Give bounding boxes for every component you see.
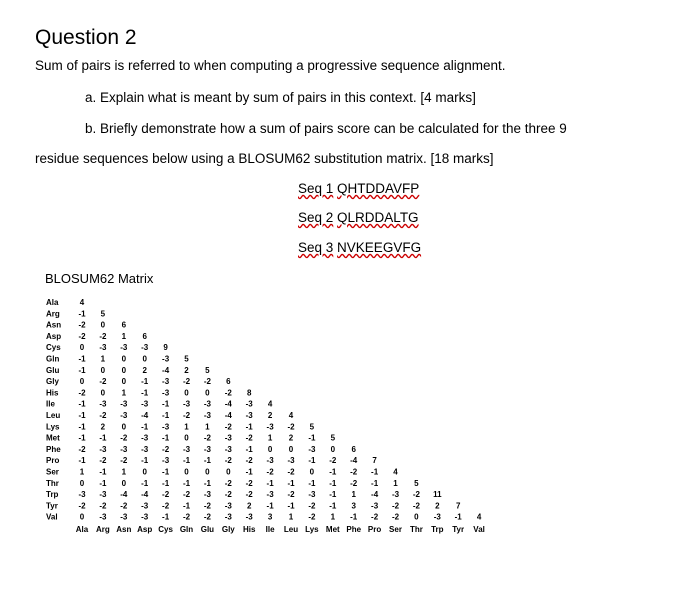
matrix-cell: -3 [141,399,149,409]
matrix-cell: -1 [266,501,274,511]
matrix-cell: 2 [246,501,252,511]
matrix-cell: -1 [182,478,191,488]
matrix-cell: -2 [224,490,232,500]
matrix-cell: -2 [287,490,295,500]
matrix-cell: 3 [351,501,356,511]
matrix-cell: -1 [162,433,170,443]
matrix-cell: 0 [205,467,210,477]
matrix-cell: 5 [205,365,210,375]
matrix-cell: -1 [203,478,211,488]
sequence-2-value: QLRDDALTG [337,210,419,225]
matrix-cell: -1 [78,456,86,466]
sequence-3-value: NVKEEGVFG [337,240,422,255]
matrix-cell: 5 [100,309,106,319]
matrix-cell: -2 [182,490,191,500]
row-label-gly: Gly [46,377,59,387]
matrix-cell: -3 [162,422,170,432]
matrix-cell: -2 [203,433,211,443]
question-title: Question 2 [35,26,137,49]
row-label-arg: Arg [46,309,60,319]
column-label-ala: Ala [75,525,89,534]
matrix-cell: -3 [120,411,128,420]
matrix-cell: -2 [78,320,86,330]
matrix-cell: -4 [141,490,149,500]
matrix-cell: 4 [393,467,398,477]
matrix-cell: 1 [100,354,106,364]
matrix-cell: 1 [330,512,336,522]
row-label-phe: Phe [46,444,61,454]
column-label-arg: Arg [96,525,110,534]
matrix-cell: -3 [203,399,211,409]
matrix-cell: -2 [162,501,170,511]
matrix-cell: -4 [141,411,149,420]
row-label-ser: Ser [46,467,59,477]
matrix-cell: 4 [267,399,273,409]
matrix-cell: 4 [288,411,294,420]
matrix-cell: -1 [78,411,86,420]
matrix-cell: -1 [162,399,170,409]
matrix-cell: -1 [245,444,253,454]
matrix-cell: -4 [120,490,128,500]
matrix-cell: -2 [287,467,295,477]
matrix-cell: -3 [99,444,107,454]
matrix-cell: -1 [141,456,149,466]
matrix-cell: -4 [371,490,379,500]
row-label-pro: Pro [46,456,60,466]
matrix-cell: 0 [100,365,106,375]
row-label-trp: Trp [46,490,59,500]
matrix-cell: -2 [245,478,253,488]
matrix-cell: 4 [79,298,85,307]
matrix-cell: -3 [99,512,107,522]
matrix-cell: -1 [78,354,86,364]
matrix-cell: -3 [266,490,274,500]
matrix-cell: -1 [141,422,149,432]
matrix-cell: 2 [435,501,440,511]
matrix-cell: -3 [120,343,128,353]
column-label-lys: Lys [305,525,319,534]
matrix-cell: -2 [329,456,337,466]
matrix-cell: 2 [267,411,273,420]
matrix-cell: -1 [329,478,337,488]
matrix-cell: -1 [287,478,295,488]
matrix-cell: 0 [142,467,147,477]
matrix-cell: -2 [120,433,128,443]
matrix-cell: -2 [371,512,379,522]
part-b-text-line2: residue sequences below using a BLOSUM62 substitution matrix. [18 marks] [35,151,494,166]
matrix-cell: -1 [350,512,358,522]
matrix-cell: -4 [162,365,170,375]
column-label-ser: Ser [389,525,402,534]
matrix-cell: -3 [203,411,211,420]
matrix-cell: 3 [267,512,273,522]
column-label-his: His [242,525,256,534]
matrix-cell: 0 [121,365,127,375]
matrix-cell: -1 [371,467,379,477]
matrix-cell: -2 [266,467,274,477]
matrix-cell: 0 [79,478,85,488]
row-label-leu: Leu [46,411,61,420]
row-label-asp: Asp [46,331,62,341]
matrix-cell: -3 [245,411,253,420]
matrix-cell: 0 [414,512,419,522]
matrix-cell: -3 [203,444,211,454]
column-label-asn: Asn [116,525,132,534]
column-label-cys: Cys [158,525,173,534]
matrix-cell: 0 [330,444,336,454]
matrix-cell: -1 [162,467,170,477]
row-label-gln: Gln [46,354,60,364]
matrix-cell: -1 [99,467,107,477]
matrix-cell: 6 [121,320,127,330]
matrix-cell: -2 [99,411,107,420]
matrix-cell: 5 [330,433,336,443]
matrix-cell: 5 [184,354,189,364]
row-label-asn: Asn [46,320,62,330]
row-label-tyr: Tyr [46,501,58,511]
matrix-cell: 2 [100,422,106,432]
matrix-cell: -4 [350,456,358,466]
matrix-cell: 4 [476,512,482,522]
matrix-cell: -1 [245,422,253,432]
matrix-cell: -2 [350,478,358,488]
matrix-cell: -2 [78,331,86,341]
matrix-cell: 1 [121,388,127,398]
matrix-cell: 0 [288,444,294,454]
matrix-cell: -3 [120,444,128,454]
matrix-cell: -1 [203,456,211,466]
matrix-cell: 1 [351,490,356,500]
matrix-cell: -1 [78,399,86,409]
matrix-cell: -3 [308,444,316,454]
matrix-cell: 8 [246,388,252,398]
matrix-cell: -4 [224,411,232,420]
matrix-cell: -2 [120,501,128,511]
matrix-cell: -3 [224,501,232,511]
column-label-val: Val [473,525,485,534]
matrix-cell: -4 [224,399,232,409]
matrix-cell: -3 [141,512,149,522]
matrix-cell: 0 [226,467,231,477]
column-label-asp: Asp [137,525,153,534]
matrix-cell: -1 [308,478,316,488]
matrix-cell: -2 [120,456,128,466]
matrix-cell: 0 [267,444,273,454]
column-label-tyr: Tyr [452,525,465,534]
column-label-glu: Glu [200,525,215,534]
matrix-cell: 1 [288,512,294,522]
matrix-cell: -1 [162,512,170,522]
matrix-cell: 0 [121,478,127,488]
matrix-cell: -3 [266,422,274,432]
sequence-3-label: Seq 3 [298,240,334,255]
matrix-cell: 0 [100,388,106,398]
matrix-cell: -1 [266,478,274,488]
part-a-text: a. Explain what is meant by sum of pairs in this context. [4 marks] [85,90,476,105]
matrix-cell: -1 [78,309,86,319]
matrix-cell: -1 [182,501,191,511]
matrix-cell: -1 [287,501,295,511]
row-label-val: Val [46,512,58,522]
matrix-cell: -3 [141,444,149,454]
matrix-cell: 9 [163,343,168,353]
matrix-cell: -2 [224,388,232,398]
matrix-cell: -2 [224,456,232,466]
matrix-cell: -3 [245,399,253,409]
matrix-cell: 7 [372,456,377,466]
matrix-cell: -1 [182,456,191,466]
row-label-thr: Thr [46,478,59,488]
matrix-cell: -2 [162,490,170,500]
matrix-cell: -2 [182,512,191,522]
matrix-cell: -3 [162,377,170,387]
row-label-cys: Cys [46,343,61,353]
matrix-cell: 11 [433,490,442,500]
matrix-cell: 5 [309,422,315,432]
matrix-cell: 0 [79,343,85,353]
matrix-cell: -2 [203,501,211,511]
matrix-cell: 1 [393,478,398,488]
matrix-cell: 1 [121,467,127,477]
part-b-text-line1: b. Briefly demonstrate how a sum of pairs score can be calculated for the three 9 [85,121,567,136]
matrix-cell: -3 [224,433,232,443]
matrix-cell: 0 [309,467,315,477]
matrix-cell: -2 [308,512,316,522]
matrix-cell: -2 [182,377,191,387]
matrix-cell: 0 [142,354,147,364]
matrix-cell: -3 [224,444,232,454]
matrix-cell: -1 [78,433,86,443]
matrix-cell: 1 [121,331,127,341]
matrix-cell: -3 [99,343,107,353]
matrix-cell: -2 [287,422,295,432]
column-label-gly: Gly [221,525,235,534]
matrix-cell: -3 [203,490,211,500]
matrix-cell: -1 [141,478,149,488]
matrix-cell: -3 [162,456,170,466]
matrix-cell: -3 [99,490,107,500]
matrix-cell: -1 [141,388,149,398]
column-label-leu: Leu [283,525,299,534]
matrix-cell: -1 [162,411,170,420]
matrix-cell: -2 [78,501,86,511]
matrix-cell: -2 [308,501,316,511]
matrix-cell: -3 [182,399,191,409]
matrix-cell: -3 [245,512,253,522]
matrix-cell: 1 [205,422,210,432]
matrix-cell: -1 [371,478,379,488]
matrix-cell: -3 [141,433,149,443]
matrix-cell: -2 [99,456,107,466]
matrix-cell: 0 [79,377,85,387]
matrix-title: BLOSUM62 Matrix [45,271,154,286]
matrix-cell: 0 [121,422,127,432]
matrix-cell: 0 [121,377,127,387]
matrix-cell: -2 [391,501,400,511]
column-label-ile: Ile [265,525,275,534]
matrix-cell: 0 [100,320,106,330]
matrix-cell: -2 [245,490,253,500]
column-label-phe: Phe [346,525,362,534]
row-label-his: His [46,388,59,398]
matrix-cell: 5 [414,478,419,488]
matrix-cell: -1 [141,377,149,387]
matrix-cell: -2 [203,377,211,387]
matrix-cell: 0 [79,512,85,522]
matrix-cell: -3 [287,456,295,466]
matrix-cell: 6 [142,331,147,341]
row-label-lys: Lys [46,422,60,432]
matrix-cell: -3 [78,490,86,500]
matrix-cell: -1 [245,467,253,477]
matrix-cell: -1 [78,422,86,432]
matrix-cell: -2 [412,490,420,500]
sequence-1-label: Seq 1 [298,181,334,196]
matrix-cell: -2 [78,444,86,454]
matrix-cell: -2 [245,433,253,443]
matrix-cell: -3 [141,501,149,511]
matrix-cell: -1 [99,433,107,443]
matrix-cell: -3 [182,444,191,454]
column-label-pro: Pro [367,525,382,534]
matrix-cell: -2 [412,501,420,511]
matrix-cell: -2 [99,331,107,341]
matrix-cell: -2 [391,512,400,522]
matrix-cell: 2 [184,365,189,375]
matrix-cell: -3 [162,354,170,364]
matrix-cell: -3 [266,456,274,466]
matrix-cell: -1 [99,478,107,488]
intro-text: Sum of pairs is referred to when computing a progressive sequence alignment. [35,58,506,73]
matrix-cell: 1 [267,433,273,443]
matrix-cell: -1 [329,501,337,511]
matrix-cell: -3 [99,399,107,409]
matrix-cell: -3 [391,490,400,500]
matrix-cell: -2 [78,388,86,398]
matrix-cell: 2 [142,365,147,375]
matrix-cell: -3 [224,512,232,522]
sequence-2-label: Seq 2 [298,210,334,225]
matrix-cell: -2 [99,501,107,511]
matrix-cell: 0 [121,354,127,364]
matrix-cell: -2 [224,478,232,488]
matrix-cell: -3 [308,490,316,500]
matrix-cell: -3 [141,343,149,353]
matrix-cell: 7 [455,501,461,511]
matrix-cell: 0 [184,433,189,443]
row-label-ile: Ile [46,399,55,409]
matrix-cell: -2 [350,467,358,477]
matrix-cell: -1 [329,467,337,477]
matrix-cell: -2 [182,411,191,420]
matrix-cell: -3 [120,399,128,409]
matrix-cell: -3 [371,501,379,511]
matrix-cell: -1 [308,433,316,443]
row-label-glu: Glu [46,365,60,375]
matrix-cell: -2 [99,377,107,387]
matrix-cell: 0 [184,388,189,398]
matrix-cell: 6 [226,377,231,387]
sequence-1-value: QHTDDAVFP [337,181,420,196]
matrix-cell: 0 [184,467,189,477]
matrix-cell: -1 [329,490,337,500]
column-label-trp: Trp [431,525,444,534]
matrix-cell: -1 [454,512,462,522]
matrix-cell: 0 [205,388,210,398]
matrix-cell: -3 [433,512,441,522]
matrix-cell: -3 [120,512,128,522]
matrix-cell: -1 [162,478,170,488]
matrix-cell: -3 [162,388,170,398]
matrix-cell: 2 [288,433,294,443]
matrix-cell: -2 [245,456,253,466]
matrix-cell: -2 [203,512,211,522]
matrix-cell: -1 [78,365,86,375]
matrix-cell: -2 [162,444,170,454]
row-label-ala: Ala [46,298,59,307]
matrix-cell: 1 [184,422,189,432]
column-label-thr: Thr [409,525,423,534]
column-label-gln: Gln [179,525,194,534]
row-label-met: Met [46,433,60,443]
matrix-cell: -2 [224,422,232,432]
matrix-cell: 6 [351,444,356,454]
column-label-met: Met [325,525,340,534]
matrix-cell: 1 [79,467,85,477]
matrix-cell: -1 [308,456,316,466]
